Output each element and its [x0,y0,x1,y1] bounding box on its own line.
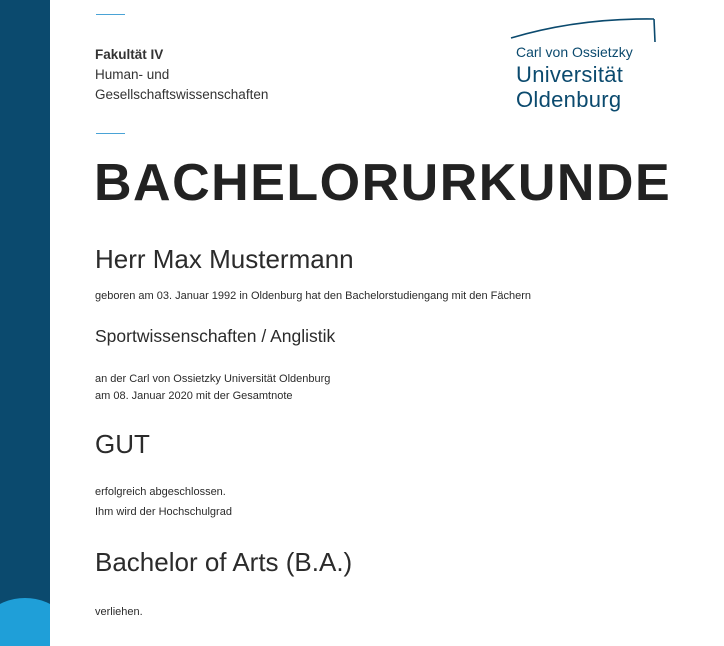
accent-dash-top [96,14,125,15]
birth-line: geboren am 03. Januar 1992 in Oldenburg hat den Bachelorstudiengang mit den Fächern [95,290,532,302]
logo-line-2: Universität [516,62,624,87]
conferred-line: verliehen. [95,606,143,618]
institution-line: an der Carl von Ossietzky Universität Oldenburg [95,373,331,385]
degree-name: Bachelor of Arts (B.A.) [95,547,353,577]
accent-dash-middle [96,133,125,134]
faculty-name: Fakultät IV [95,47,164,62]
date-line: am 08. Januar 2020 mit der Gesamtnote [95,390,293,402]
completed-line: erfolgreich abgeschlossen. [95,486,226,498]
certificate-title: BACHELORURKUNDE [94,154,672,212]
faculty-line-1: Human- und [95,67,170,82]
grade: GUT [95,429,150,459]
logo-line-1: Carl von Ossietzky [516,44,633,60]
faculty-line-2: Gesellschaftswissenschaften [95,87,269,102]
university-logo [508,16,668,116]
faculty-block [95,45,268,105]
subjects: Sportwissenschaften / Anglistik [95,326,336,346]
side-bar [0,0,50,646]
logo-line-3: Oldenburg [516,87,622,112]
recipient-name: Herr Max Mustermann [95,244,354,274]
corner-circle-decoration [0,598,50,646]
degree-intro: Ihm wird der Hochschulgrad [95,506,232,518]
